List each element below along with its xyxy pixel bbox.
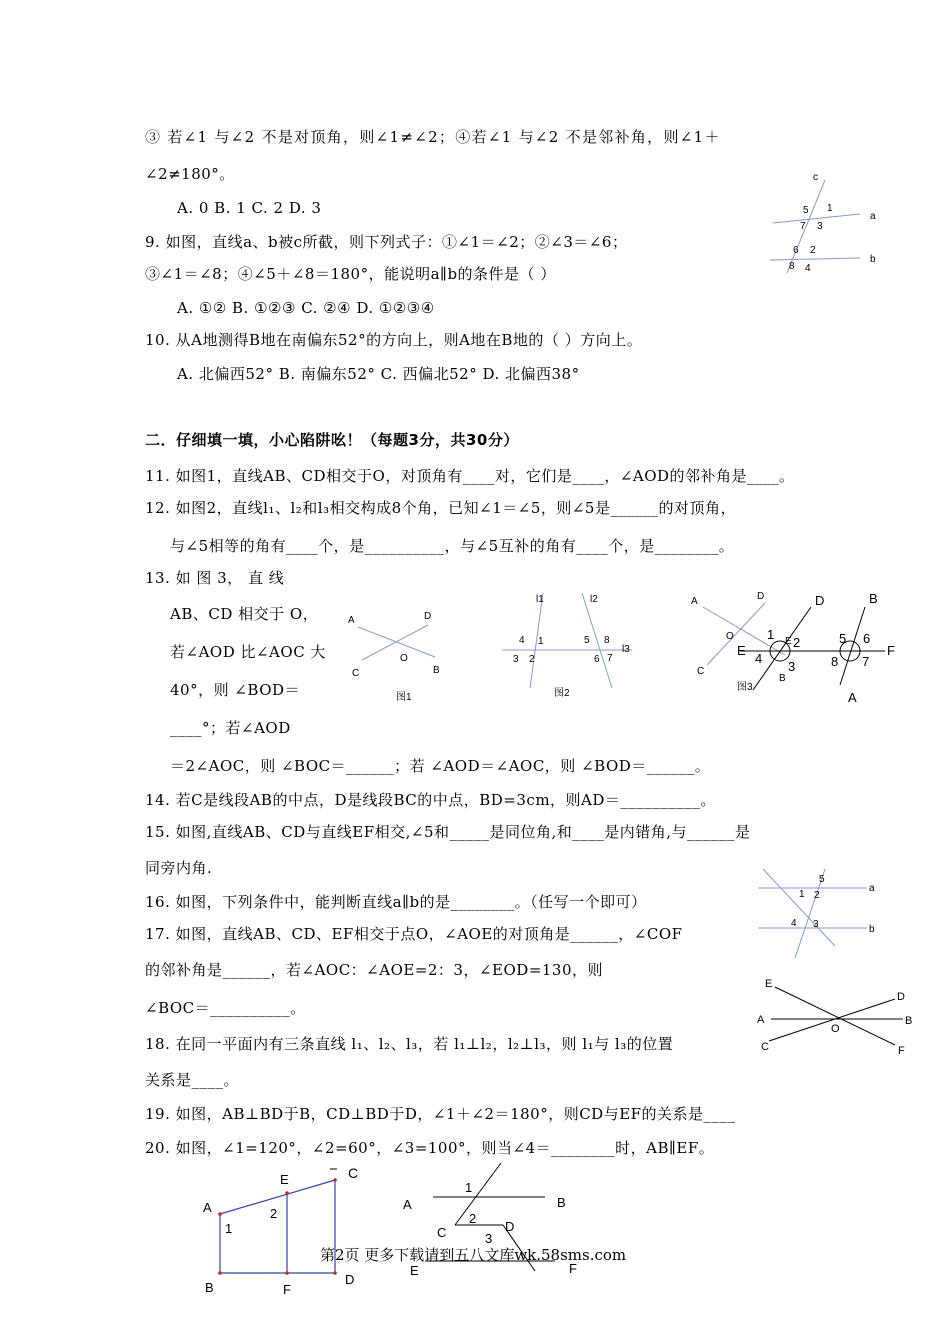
label-2: 2 (469, 1211, 477, 1226)
label-F: F (569, 1261, 577, 1276)
label-O: O (726, 631, 734, 642)
label-1: 1 (538, 636, 544, 647)
label-C: C (348, 1165, 359, 1181)
label-F: F (898, 1045, 905, 1057)
caption-fig2: 图2 (554, 688, 570, 699)
label-l3: l3 (622, 644, 630, 655)
figure-1 (340, 605, 455, 705)
label-D: D (897, 991, 905, 1003)
line-q15-1: 15. 如图,直线AB、CD与直线EF相交,∠5和_____是同位角,和____是内错角,与______是 (145, 823, 751, 841)
line-q8-cont-1: ③ 若∠1 与∠2 不是对顶角，则∠1≠∠2；④若∠1 与∠2 不是邻补角，则∠1＋ (145, 128, 721, 146)
label-B2: B (869, 591, 878, 606)
figure-q17 (755, 975, 920, 1060)
label-A: A (348, 615, 355, 626)
label-3: 3 (513, 654, 519, 665)
label-O: O (400, 653, 408, 664)
label-a: a (870, 211, 876, 222)
line-q13-2: AB、CD 相交于 O， (170, 605, 319, 623)
label-1: 1 (465, 1180, 473, 1195)
line-q11: 11. 如图1，直线AB、CD相交于O，对顶角有____对，它们是____，∠AOD的邻补角是____。 (145, 467, 795, 485)
label-4: 4 (755, 651, 763, 666)
figure-3 (685, 585, 905, 710)
line-q13-4: 40°，则 ∠BOD＝ (170, 681, 301, 699)
label-F: F (887, 643, 895, 658)
line-q13-6: ＝2∠AOC，则 ∠BOC＝______；若 ∠AOD＝∠AOC，则 ∠BOD＝______。 (170, 757, 711, 775)
label-D: D (345, 1272, 355, 1287)
line-q13-5: ____°；若∠AOD (170, 719, 291, 737)
label-8: 8 (831, 654, 839, 669)
line-q18-2: 关系是____。 (145, 1071, 240, 1089)
line-q18-1: 18. 在同一平面内有三条直线 l₁、l₂、l₃，若 l₁⊥l₂，l₂⊥l₃，则 l₁与 l₃的位置 (145, 1035, 674, 1053)
label-E2: E (737, 643, 746, 658)
label-B: B (205, 1280, 214, 1295)
label-c: c (813, 172, 818, 183)
label-A: A (203, 1200, 212, 1215)
label-7: 7 (862, 654, 870, 669)
line-q13-3: 若∠AOD 比∠AOC 大 (170, 643, 326, 661)
label-D: D (424, 611, 432, 622)
label-E: E (410, 1263, 419, 1278)
label-1: 1 (767, 627, 775, 642)
line-q9-2: ③∠1＝∠8；④∠5＋∠8＝180°，能说明a∥b的条件是（ ） (145, 265, 556, 283)
label-6: 6 (594, 654, 600, 665)
label-B: B (779, 673, 786, 684)
line-q17-2: 的邻补角是______，若∠AOC：∠AOE=2：3，∠EOD=130，则 (145, 961, 604, 979)
label-A2: A (848, 690, 857, 705)
label-b: b (869, 924, 875, 935)
label-A: A (403, 1197, 412, 1212)
line-q19: 19. 如图，AB⊥BD于B，CD⊥BD于D，∠1＋∠2＝180°，则CD与EF的关系是____ (145, 1105, 736, 1123)
line-q12-2: 与∠5相等的角有____个，是__________，与∠5互补的角有____个，是________。 (170, 537, 735, 555)
caption-fig1: 图1 (396, 692, 412, 703)
label-6: 6 (863, 631, 871, 646)
section-2-heading: 二．仔细填一填，小心陷阱吆！（每题3分，共30分） (145, 431, 519, 449)
label-2: 2 (814, 890, 820, 901)
figure-2 (500, 588, 640, 700)
label-5: 5 (819, 874, 825, 885)
label-B: B (557, 1195, 566, 1210)
line-q9-1: 9. 如图，直线a、b被c所截，则下列式子：①∠1＝∠2；②∠3＝∠6； (145, 233, 628, 251)
page-footer: 第2页 更多下载请到五八文库wk.58sms.com (320, 1246, 627, 1264)
line-q10: 10. 从A地测得B地在南偏东52°的方向上，则A地在B地的（ ）方向上。 (145, 331, 643, 349)
label-3: 3 (817, 221, 823, 232)
label-A: A (691, 596, 698, 607)
label-3: 3 (813, 919, 819, 930)
label-E: E (785, 636, 792, 647)
label-3: 3 (485, 1231, 493, 1246)
caption-fig3: 图3 (737, 682, 753, 693)
label-4: 4 (805, 263, 811, 274)
line-q17-1: 17. 如图，直线AB、CD、EF相交于点O，∠AOE的对顶角是______，∠COF (145, 925, 683, 943)
label-1: 1 (827, 203, 833, 214)
line-q10-options: A. 北偏西52° B. 南偏东52° C. 西偏北52° D. 北偏西38° (177, 365, 580, 383)
label-2: 2 (793, 635, 801, 650)
label-6: 6 (793, 245, 799, 256)
figure-q16 (755, 866, 885, 962)
figure-parallel-abc (765, 168, 885, 278)
line-q9-options: A. ①② B. ①②③ C. ②④ D. ①②③④ (177, 299, 435, 317)
figure-q19 (195, 1160, 375, 1300)
line-q8-options: A. 0 B. 1 C. 2 D. 3 (177, 199, 322, 217)
label-5: 5 (803, 205, 809, 216)
line-q14: 14. 若C是线段AB的中点，D是线段BC的中点，BD=3cm，则AD＝__________。 (145, 791, 716, 809)
label-l1: l1 (536, 594, 544, 605)
line-q15-2: 同旁内角. (145, 859, 213, 877)
label-A: A (757, 1014, 765, 1026)
label-a: a (869, 883, 875, 894)
label-4: 4 (519, 635, 525, 646)
figure-q20 (395, 1155, 595, 1285)
line-q16: 16. 如图，下列条件中，能判断直线a∥b的是________。（任写一个即可） (145, 893, 647, 911)
line-q13-1: 13. 如 图 3， 直 线 (145, 569, 285, 587)
label-8: 8 (789, 261, 795, 272)
label-l2: l2 (590, 594, 598, 605)
label-8: 8 (604, 635, 610, 646)
label-C: C (437, 1225, 447, 1240)
label-1: 1 (799, 889, 805, 900)
label-7: 7 (800, 221, 806, 232)
label-E: E (280, 1172, 289, 1187)
label-B: B (905, 1015, 913, 1027)
label-5: 5 (584, 635, 590, 646)
label-O: O (831, 1023, 840, 1035)
label-C: C (352, 668, 360, 679)
label-b: b (870, 254, 876, 265)
line-q17-3: ∠BOC＝__________。 (145, 999, 306, 1017)
label-D: D (505, 1219, 515, 1234)
line-q20: 20. 如图，∠1=120°，∠2=60°，∠3=100°，则当∠4＝________时，AB∥EF。 (145, 1139, 715, 1157)
label-2: 2 (810, 245, 816, 256)
label-D2: D (815, 593, 825, 608)
label-D: D (757, 591, 765, 602)
label-7: 7 (607, 653, 613, 664)
label-E: E (765, 978, 773, 990)
line-q8-cont-2: ∠2≠180°。 (145, 165, 235, 183)
label-2: 2 (270, 1206, 278, 1221)
line-q12-1: 12. 如图2，直线l₁、l₂和l₃相交构成8个角，已知∠1＝∠5，则∠5是______的对顶角， (145, 499, 736, 517)
label-B: B (433, 665, 440, 676)
label-5: 5 (839, 631, 847, 646)
label-2: 2 (529, 654, 535, 665)
label-1: 1 (225, 1221, 233, 1236)
label-F: F (283, 1282, 291, 1297)
label-C: C (697, 666, 705, 677)
label-C: C (761, 1041, 769, 1053)
label-4: 4 (791, 918, 797, 929)
label-3: 3 (788, 659, 796, 674)
